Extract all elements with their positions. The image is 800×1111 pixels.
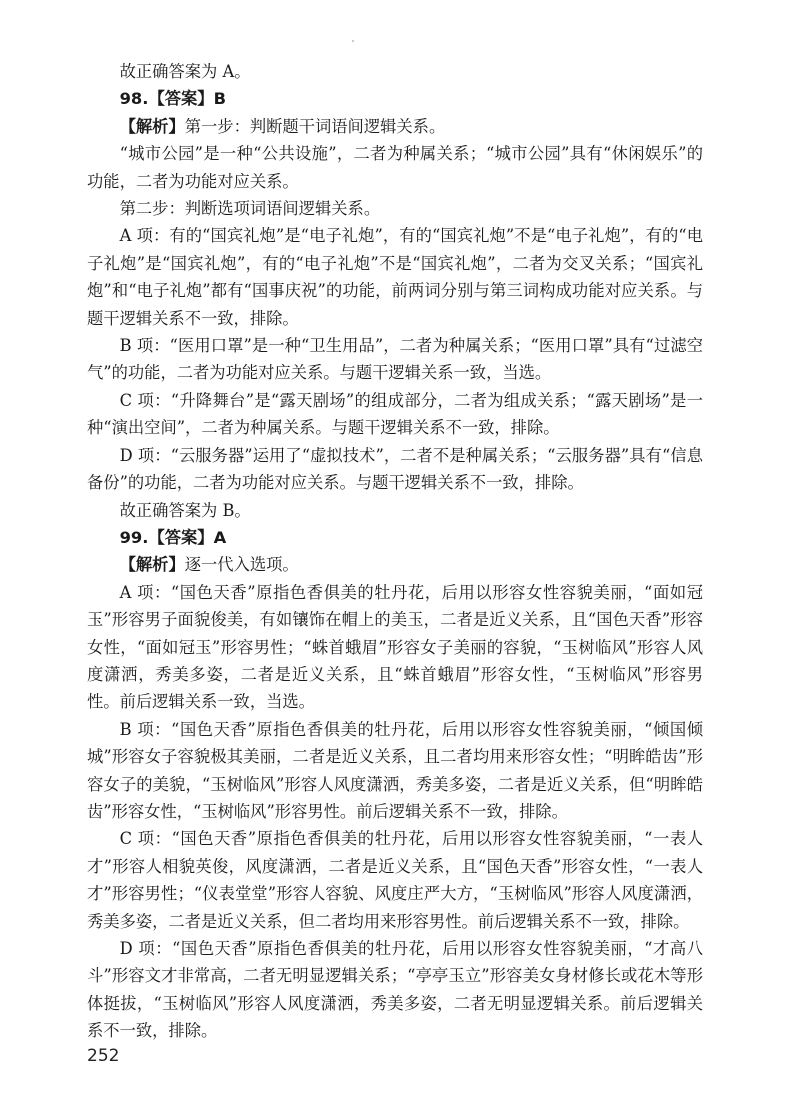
paragraph: B 项：“医用口罩”是一种“卫生用品”，二者为种属关系；“医用口罩”具有“过滤空气”的功能，二者为功能对应关系。与题干逻辑关系一致，当选。 bbox=[87, 336, 703, 383]
paragraph: B 项：“国色天香”原指色香俱美的牡丹花，后用以形容女性容貌美丽，“倾国倾城”形容女子容貌极其美丽，二者是近义关系，且二者均用来形容女性；“明眸皓齿”形容女子的美貌，“玉树临风”形容人风度潇洒，秀美多姿，二者是近义关系，但“明眸皓齿”形容女性，“玉树临风”形容男性。前后逻辑关系不一致，排除。 bbox=[87, 719, 703, 821]
paragraph: A 项：“国色天香”原指色香俱美的牡丹花，后用以形容女性容貌美丽，“面如冠玉”形容男子面貌俊美，有如镶饰在帽上的美玉，二者是近义关系，且“国色天香”形容女性，“面如冠玉”形容男性；“蛛首蛾眉”形容女子美丽的容貌，“玉树临风”形容人风度潇洒，秀美多姿，二者是近义关系，且“蛛首蛾眉”形容女性，“玉树临风”形容男性。前后逻辑关系一致，当选。 bbox=[87, 582, 703, 712]
paragraph: A 项：有的“国宾礼炮”是“电子礼炮”，有的“国宾礼炮”不是“电子礼炮”，有的“电子礼炮”是“国宾礼炮”，有的“电子礼炮”不是“国宾礼炮”，二者为交叉关系；“国宾礼炮”和“电子礼炮”都有“国事庆祝”的功能，前两词分别与第三词构成功能对应关系。与题干逻辑关系不一致，排除。 bbox=[87, 226, 703, 328]
paragraph: D 项：“国色天香”原指色香俱美的牡丹花，后用以形容女性容貌美丽，“才高八斗”形容文才非常高，二者无明显逻辑关系；“亭亭玉立”形容美女身材修长或花木等形体挺拔，“玉树临风”形容人风度潇洒，秀美多姿，二者无明显逻辑关系。前后逻辑关系不一致，排除。 bbox=[87, 939, 703, 1041]
paragraph: D 项：“云服务器”运用了“虚拟技术”，二者不是种属关系；“云服务器”具有“信息备份”的功能，二者为功能对应关系。与题干逻辑关系不一致，排除。 bbox=[87, 445, 703, 493]
paragraph: 第二步：判断选项词语间逻辑关系。 bbox=[119, 199, 381, 219]
text-column bbox=[87, 58, 703, 1045]
analysis-line: 【解析】逐一代入选项。 bbox=[119, 555, 299, 575]
answer-line: 99.【答案】A bbox=[119, 527, 227, 547]
paragraph: C 项：“国色天香”原指色香俱美的牡丹花，后用以形容女性容貌美丽，“一表人才”形容人相貌英俊，风度潇洒，二者是近义关系，且“国色天香”形容女性，“一表人才”形容男性；“仪表堂堂”形容人容貌、风度庄严大方，“玉树临风”形容人风度潇洒，秀美多姿，二者是近义关系，但二者均用来形容男性。前后逻辑关系不一致，排除。 bbox=[87, 829, 703, 931]
page-number: 252 bbox=[87, 1046, 120, 1066]
paragraph: 故正确答案为 B。 bbox=[119, 500, 251, 520]
scan-speck bbox=[352, 40, 354, 42]
paragraph: C 项：“升降舞台”是“露天剧场”的组成部分，二者为组成关系；“露天剧场”是一种“演出空间”，二者为种属关系。与题干逻辑关系不一致，排除。 bbox=[87, 390, 703, 438]
analysis-line: 【解析】第一步：判断题干词语间逻辑关系。 bbox=[119, 116, 446, 136]
answer-line: 98.【答案】B bbox=[119, 89, 226, 109]
paragraph: 故正确答案为 A。 bbox=[119, 62, 251, 81]
paragraph: “城市公园”是一种“公共设施”，二者为种属关系；“城市公园”具有“休闲娱乐”的功能，二者为功能对应关系。 bbox=[87, 144, 703, 191]
